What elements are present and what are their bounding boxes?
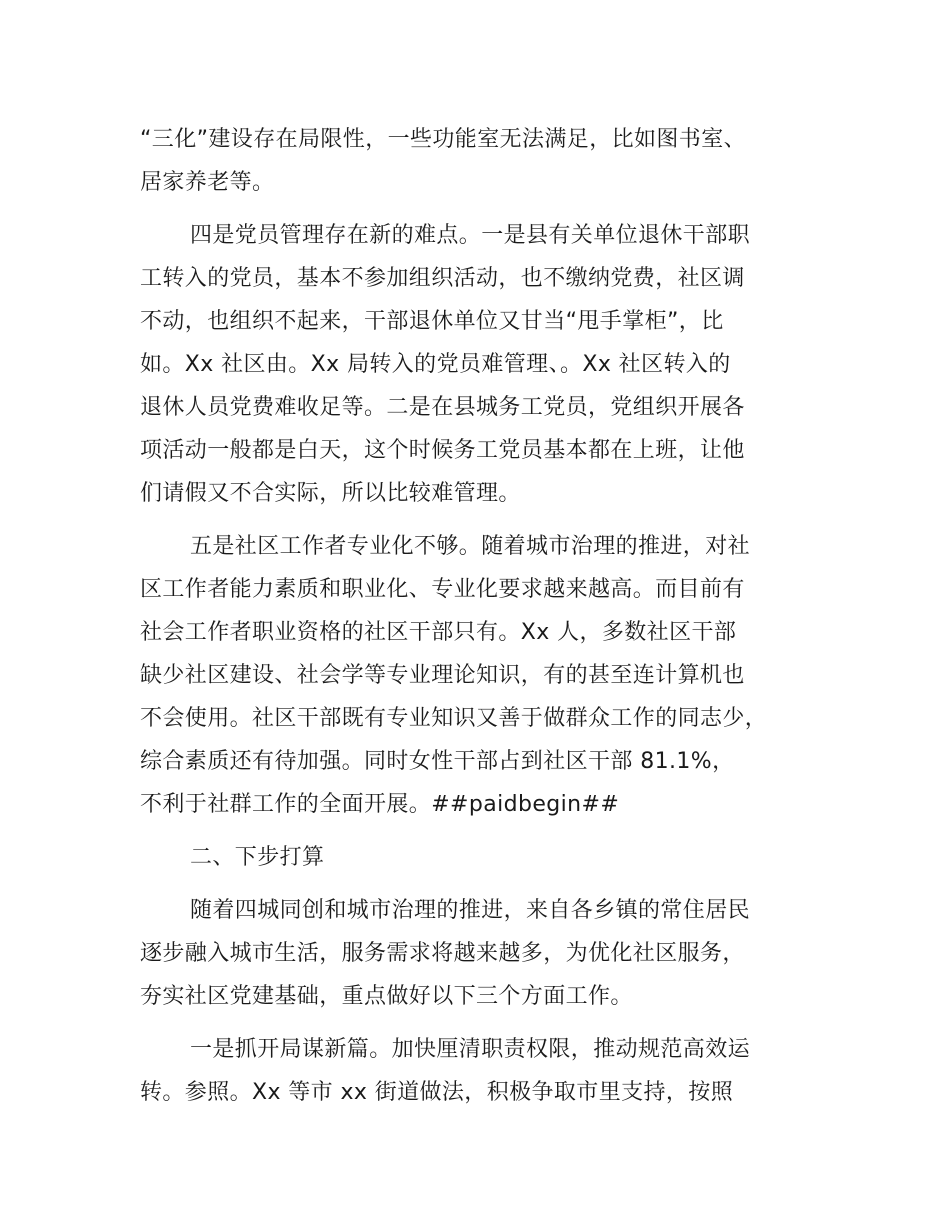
text-line: 综合素质还有待加强。同时女性干部占到社区干部 81.1%， bbox=[140, 749, 735, 774]
text-line: 社会工作者职业资格的社区干部只有。Xx 人，多数社区干部 bbox=[140, 620, 737, 645]
text-line: 转。参照。Xx 等市 xx 街道做法，积极争取市里支持，按照 bbox=[140, 1080, 734, 1105]
text-line: 项活动一般都是白天，这个时候务工党员基本都在上班，让他 bbox=[140, 438, 745, 463]
text-line: 缺少社区建设、社会学等专业理论知识，有的甚至连计算机也 bbox=[140, 663, 745, 688]
text-line: 不会使用。社区干部既有专业知识又善于做群众工作的同志少， bbox=[140, 706, 768, 731]
heading-text: 二、下步打算 bbox=[190, 845, 325, 870]
text-line: “三化”建设存在局限性，一些功能室无法满足，比如图书室、 bbox=[140, 127, 746, 152]
text-line: 一是抓开局谋新篇。加快厘清职责权限，推动规范高效运 bbox=[190, 1037, 751, 1062]
text-line: 们请假又不合实际，所以比较难管理。 bbox=[140, 481, 521, 506]
text-line: 如。Xx 社区由。Xx 局转入的党员难管理、。Xx 社区转入的 bbox=[140, 352, 731, 377]
text-line: 区工作者能力素质和职业化、专业化要求越来越高。而目前有 bbox=[140, 577, 745, 602]
paragraph-3 bbox=[140, 525, 830, 826]
text-line: 退休人员党费难收足等。二是在县城务工党员，党组织开展各 bbox=[140, 395, 745, 420]
paragraph-6 bbox=[140, 1028, 830, 1114]
text-line: 工转入的党员，基本不参加组织活动，也不缴纳党费，社区调 bbox=[140, 266, 745, 291]
section-heading bbox=[140, 836, 830, 879]
text-line: 五是社区工作者专业化不够。随着城市治理的推进，对社 bbox=[190, 534, 751, 559]
paragraph-1 bbox=[140, 118, 830, 204]
text-line: 居家养老等。 bbox=[140, 170, 275, 195]
document-body bbox=[140, 118, 830, 1124]
text-line: 逐步融入城市生活，服务需求将越来越多，为优化社区服务， bbox=[140, 941, 745, 966]
text-line: 随着四城同创和城市治理的推进，来自各乡镇的常住居民 bbox=[190, 898, 751, 923]
paragraph-5 bbox=[140, 889, 830, 1018]
text-line: 不利于社群工作的全面开展。##paidbegin## bbox=[140, 792, 620, 817]
paragraph-2 bbox=[140, 214, 830, 515]
text-line: 不动，也组织不起来，干部退休单位又甘当“甩手掌柜”，比 bbox=[140, 309, 724, 334]
text-line: 夯实社区党建基础，重点做好以下三个方面工作。 bbox=[140, 984, 633, 1009]
text-line: 四是党员管理存在新的难点。一是县有关单位退休干部职 bbox=[190, 223, 751, 248]
